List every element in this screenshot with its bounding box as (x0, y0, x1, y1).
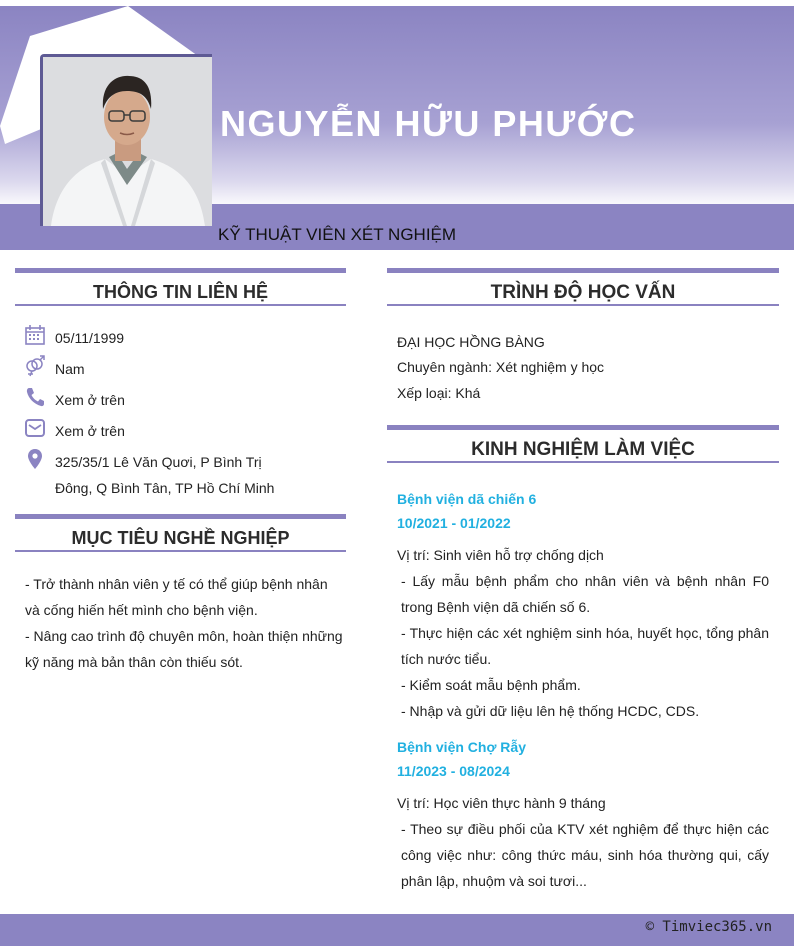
avatar-photo (43, 57, 212, 226)
task-item: - Kiểm soát mẫu bệnh phẩm. (401, 677, 581, 693)
company-name: Bệnh viện Chợ Rẫy (397, 739, 526, 755)
experience-heading: KINH NGHIỆM LÀM VIỆC (387, 425, 779, 463)
contact-heading: THÔNG TIN LIÊN HỆ (15, 268, 346, 306)
work-period: 11/2023 - 08/2024 (397, 763, 510, 779)
location-icon (24, 448, 46, 470)
email-value: Xem ở trên (55, 423, 125, 439)
task-list (401, 568, 769, 724)
avatar (40, 54, 212, 226)
work-period: 10/2021 - 01/2022 (397, 515, 511, 531)
task-item: - Theo sự điều phối của KTV xét nghiệm để thực hiện các công việc như: công thức máu, sinh hóa thường qui, cấy phân lập, nhuộm và soi tươi... (401, 821, 769, 889)
email-icon (24, 417, 46, 439)
header-banner (0, 6, 794, 250)
company-name: Bệnh viện dã chiến 6 (397, 491, 537, 507)
task-item: - Lấy mẫu bệnh phẩm cho nhân viên và bệnh nhân F0 trong Bệnh viện dã chiến số 6. (401, 573, 769, 615)
task-item: - Nhập và gửi dữ liệu lên hệ thống HCDC, CDS. (401, 703, 700, 719)
footer-bar (0, 914, 794, 946)
objective-text (25, 571, 346, 675)
objective-heading: MỤC TIÊU NGHỀ NGHIỆP (15, 514, 346, 552)
major: Chuyên ngành: Xét nghiệm y học (397, 359, 605, 375)
calendar-icon (24, 324, 46, 346)
phone-value: Xem ở trên (55, 392, 125, 408)
copyright-text: © Timviec365.vn (645, 919, 772, 935)
address-line-1: 325/35/1 Lê Văn Quơi, P Bình Trị (55, 454, 262, 470)
task-item: - Thực hiện các xét nghiệm sinh hóa, huyết học, tổng phân tích nước tiểu. (401, 625, 769, 667)
task-list (401, 816, 769, 894)
position: Vị trí: Học viên thực hành 9 tháng (397, 795, 606, 811)
job-title: KỸ THUẬT VIÊN XÉT NGHIỆM (218, 225, 457, 244)
birthday-value: 05/11/1999 (55, 330, 125, 346)
education-heading: TRÌNH ĐỘ HỌC VẤN (387, 268, 779, 306)
objective-paragraph: - Nâng cao trình độ chuyên môn, hoàn thiện những kỹ năng mà bản thân còn thiếu sót. (25, 628, 343, 670)
grade: Xếp loại: Khá (397, 385, 481, 401)
phone-icon (24, 386, 46, 408)
objective-paragraph: - Trở thành nhân viên y tế có thể giúp bệnh nhân và cống hiến hết mình cho bệnh viện. (25, 576, 328, 618)
school-name: ĐẠI HỌC HỒNG BÀNG (397, 334, 545, 350)
position: Vị trí: Sinh viên hỗ trợ chống dịch (397, 547, 604, 563)
gender-icon (24, 355, 46, 377)
candidate-name: NGUYỄN HỮU PHƯỚC (220, 103, 637, 144)
gender-value: Nam (55, 361, 85, 377)
address-line-2: Đông, Q Bình Tân, TP Hồ Chí Minh (55, 480, 275, 496)
